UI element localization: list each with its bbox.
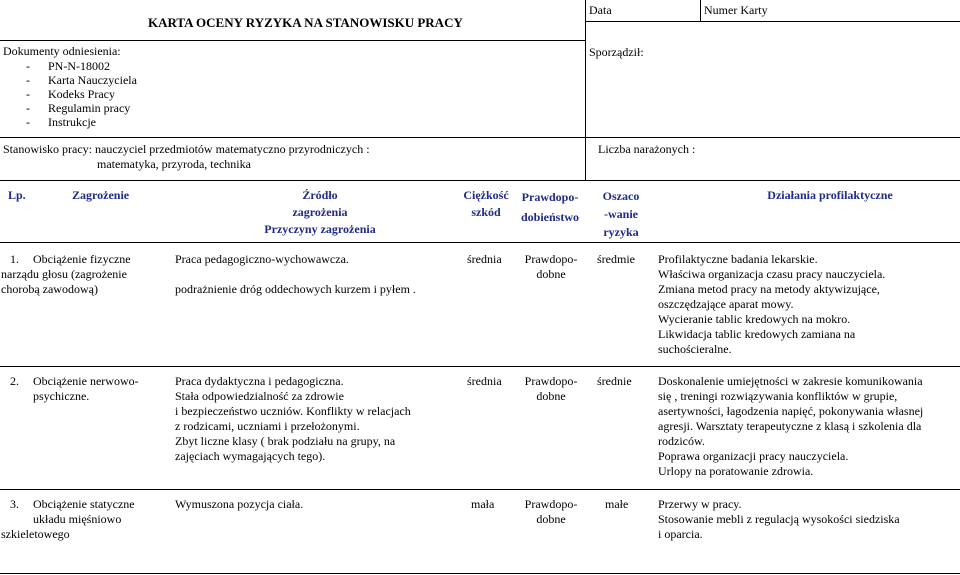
- row-hazard-cont: narządu głosu (zagrożenie chorobą zawodową): [1, 267, 127, 296]
- row-lp: 1.: [10, 252, 19, 266]
- row-hazard: Obciążenie fizyczne: [33, 252, 131, 266]
- row-risk: małe: [605, 497, 629, 511]
- row-source: Praca pedagogiczno-wychowawcza. podrażnienie dróg oddechowych kurzem i pyłem .: [175, 252, 416, 296]
- divider-table-header-bottom: [0, 242, 960, 243]
- col-header-lp: Lp.: [8, 188, 26, 202]
- col-header-source: Źródło zagrożenia Przyczyny zagrożenia: [264, 188, 376, 236]
- row-source: Wymuszona pozycja ciała.: [175, 497, 304, 511]
- reference-docs-label: Dokumenty odniesienia:: [3, 44, 121, 58]
- col-header-risk: Oszaco -wanie ryzyka: [602, 189, 640, 239]
- reference-doc-item: - Karta Nauczyciela: [26, 73, 137, 87]
- divider-vertical-main: [585, 0, 586, 180]
- row-hazard-cont: szkieletowego: [1, 527, 70, 541]
- row-probability: Prawdopo- dobne: [524, 497, 578, 526]
- reference-doc-item: - Instrukcje: [26, 115, 96, 129]
- row-lp: 2.: [10, 374, 19, 388]
- divider-date-number: [700, 0, 701, 21]
- col-header-hazard: Zagrożenie: [72, 188, 130, 202]
- row-probability: Prawdopo- dobne: [524, 252, 578, 281]
- col-header-severity: Ciężkość szkód: [463, 188, 509, 219]
- row-risk: średmie: [597, 252, 635, 266]
- date-label: Data: [589, 3, 612, 17]
- divider-position-top: [0, 137, 960, 138]
- row-severity: mała: [471, 497, 495, 511]
- card-number-label: Numer Karty: [704, 3, 768, 17]
- reference-doc-item: - PN-N-18002: [26, 59, 110, 73]
- divider-table-top: [0, 180, 960, 181]
- divider-row1-bottom: [0, 366, 960, 367]
- col-header-probability: Prawdopo- dobieństwo: [520, 190, 579, 224]
- row-lp: 3.: [10, 497, 19, 511]
- row-risk: średnie: [597, 374, 632, 388]
- position-line-2: matematyka, przyroda, technika: [97, 157, 251, 171]
- col-header-actions: Działania profilaktyczne: [767, 188, 893, 202]
- row-hazard: Obciążenie statyczne układu mięśniowo: [33, 497, 135, 526]
- reference-docs-list: [26, 59, 137, 129]
- row-source: Praca dydaktyczna i pedagogiczna. Stała odpowiedzialność za zdrowie i bezpieczeństwo uczniów. Konflikty w relacjach z rodzicami, uczniami i przełożonymi. Zbyt liczne klasy ( brak podziału na grupy, na zajęciach wymagających tego).: [175, 374, 411, 463]
- reference-doc-item: - Kodeks Pracy: [26, 87, 115, 101]
- prepared-by-label: Sporządził:: [589, 45, 644, 59]
- row-actions: Doskonalenie umiejętności w zakresie komunikowania się , treningi rozwiązywania konfliktów w grupie, asertywności, łagodzenia napięć, pokonywania własnej agresji. Warsztaty terapeutyczne z klasą i szkolenia dla rodziców. Poprawa organizacji pracy nauczyciela. Urlopy na poratowanie zdrowia.: [658, 374, 924, 478]
- divider-row2-bottom: [0, 489, 960, 490]
- row-severity: średnia: [467, 252, 502, 266]
- divider-table-bottom: [0, 573, 960, 574]
- card-title: KARTA OCENY RYZYKA NA STANOWISKU PRACY: [148, 15, 463, 30]
- position-line-1: Stanowisko pracy: nauczyciel przedmiotów matematyczno przyrodniczych :: [3, 142, 370, 156]
- divider-title-bottom: [0, 40, 585, 41]
- row-severity: średnia: [467, 374, 502, 388]
- row-actions: Profilaktyczne badania lekarskie. Właściwa organizacja czasu pracy nauczyciela. Zmiana metod pracy na metody aktywizujące, oszczędzające aparat mowy. Wycieranie tablic kredowych na mokro. Likwidacja tablic kredowych zamiana na suchościeralne.: [658, 252, 886, 356]
- exposed-count-label: Liczba narażonych :: [598, 142, 696, 156]
- row-actions: Przerwy w pracy. Stosowanie mebli z regulacją wysokości siedziska i oparcia.: [658, 497, 900, 541]
- reference-doc-item: - Regulamin pracy: [26, 101, 131, 115]
- divider-date-bottom: [585, 21, 960, 22]
- row-probability: Prawdopo- dobne: [524, 374, 578, 403]
- row-hazard: Obciążenie nerwowo- psychiczne.: [33, 374, 139, 403]
